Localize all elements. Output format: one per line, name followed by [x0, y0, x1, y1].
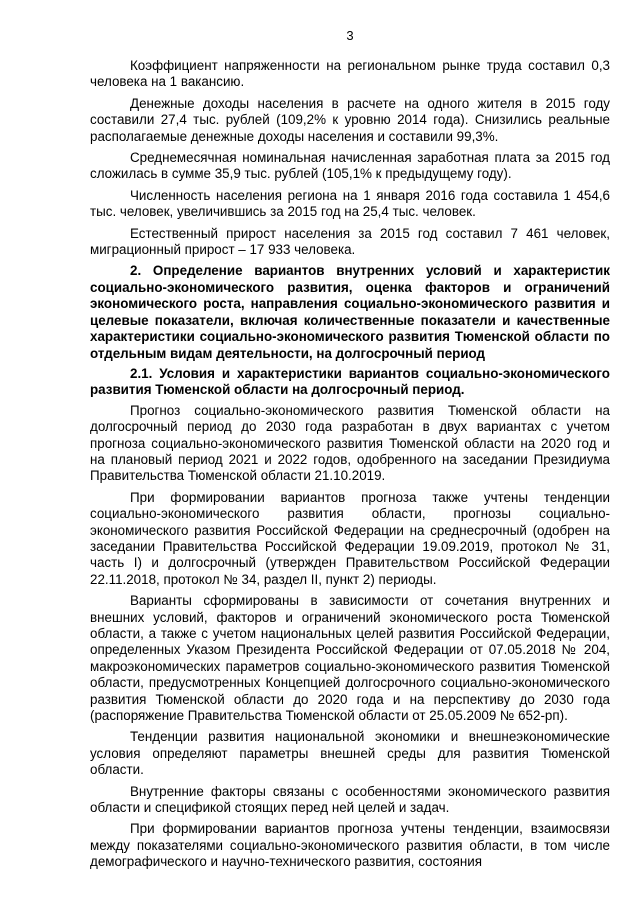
paragraph-trends: При формировании вариантов прогноза также учтены тенденции социально-экономического развития области, прогнозы социально-экономического развития Российской Федерации на среднесрочный (одобрен на заседании Правительства Российской Федерации 19.09.2019, протокол № 31, часть I) и долгосрочный (утвержден Правительством Российской Федерации 22.11.2018, протокол № 34, раздел II, пункт 2) периоды.: [90, 489, 610, 587]
paragraph-wages: Среднемесячная номинальная начисленная заработная плата за 2015 год сложилась в сумме 35,9 тыс. рублей (105,1% к предыдущему году).: [90, 150, 610, 182]
paragraph-income: Денежные доходы населения в расчете на одного жителя в 2015 году составили 27,4 тыс. рублей (109,2% к уровню 2014 года). Снизились реальные располагаемые денежные доходы населения и составили 99,3%.: [90, 95, 610, 144]
paragraph-forecast-trends: При формировании вариантов прогноза учтены тенденции, взаимосвязи между показателями социально-экономического развития области, в том числе демографического и научно-технического развития, состояния: [90, 821, 610, 870]
paragraph-variants: Варианты сформированы в зависимости от сочетания внутренних и внешних условий, факторов и ограничений экономического роста Тюменской области, а также с учетом национальных целей развития Российской Федерации, определенных Указом Президента Российской Федерации от 07.05.2018 № 204, макроэкономических параметров социально-экономического развития Тюменской области, предусмотренных Концепцией долгосрочного социально-экономического развития Тюменской области до 2020 года и на перспективу до 2030 года (распоряжение Правительства Тюменской области от 25.05.2009 № 652-рп).: [90, 593, 610, 724]
document-page: [90, 28, 610, 876]
subsection-heading-2-1: 2.1. Условия и характеристики вариантов социально-экономического развития Тюменской области на долгосрочный период.: [90, 365, 610, 398]
paragraph-external-conditions: Тенденции развития национальной экономики и внешнеэкономические условия определяют параметры внешней среды для развития Тюменской области.: [90, 729, 610, 778]
paragraph-forecast: Прогноз социально-экономического развития Тюменской области на долгосрочный период до 2030 года разработан в двух вариантах с учетом прогноза социально-экономического развития Тюменской области на 2020 год и на плановый период 2021 и 2022 годов, одобренного на заседании Президиума Правительства Тюменской области 21.10.2019.: [90, 402, 610, 484]
paragraph-population: Численность населения региона на 1 января 2016 года составила 1 454,6 тыс. человек, увеличившись за 2015 год на 25,4 тыс. человек.: [90, 187, 610, 220]
paragraph-labor-market: Коэффициент напряженности на региональном рынке труда составил 0,3 человека на 1 вакансию.: [90, 58, 610, 90]
paragraph-natural-growth: Естественный прирост населения за 2015 год составил 7 461 человек, миграционный прирост – 17 933 человека.: [90, 225, 610, 258]
page-number: 3: [346, 28, 354, 43]
section-heading-2: 2. Определение вариантов внутренних условий и характеристик социально-экономического развития, оценка факторов и ограничений экономического роста, направления социально-экономического развития и целевые показатели, включая количественные показатели и качественные характеристики социально-экономического развития Тюменской области по отдельным видам деятельности, на долгосрочный период: [90, 263, 610, 361]
paragraph-internal-factors: Внутренние факторы связаны с особенностями экономического развития области и спецификой стоящих перед ней целей и задач.: [90, 783, 610, 816]
